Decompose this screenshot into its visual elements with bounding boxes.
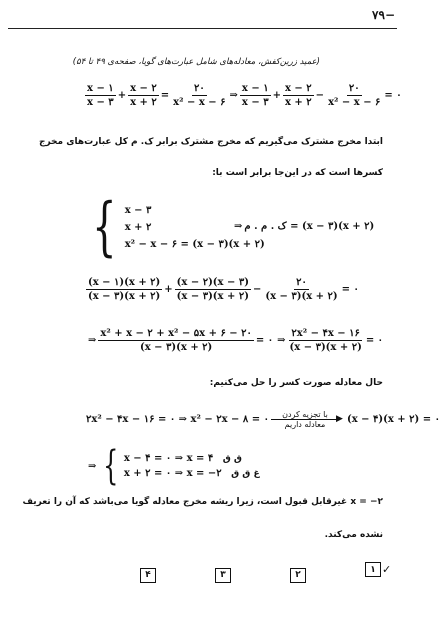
paragraph-3-line-2: نشده می‌کند. — [324, 530, 383, 540]
frac-den: (x − ۳)(x + ۲) — [88, 291, 161, 302]
left-brace: { — [92, 190, 117, 264]
paragraph-1-line-2: کسرها است که در این‌جا برابر است با: — [212, 168, 383, 178]
frac-den: x² − x − ۶ — [328, 97, 381, 108]
equation-2: $\frac{(x - ۱)(x + ۲)}{(x - ۳)(x + ۲)}$ + $\frac{(x - ۲)(x - ۳)}{(x - ۳)(x + ۲)}$ − $\frac{۲۰}{(x - ۳)(x + ۲)}$ = ۰ — [88, 277, 359, 302]
roots-system: ⇒ { x − ۴ = ۰ ⇒ x = ۴ ق ق x + ۲ = ۰ ⇒ x = −۲ غ ق ق — [88, 443, 260, 489]
frac-num: x² + x − ۲ + x² − ۵x + ۶ − ۲۰ — [100, 328, 252, 339]
frac-den: (x − ۳)(x + ۲) — [176, 291, 249, 302]
paragraph-3-line-1: ۲− = x غیرقابل قبول است، زیرا ریشه مخرج معادله گویا می‌باشد که آن را تعریف — [22, 497, 383, 507]
frac-den: x + ۲ — [284, 97, 312, 108]
option-box: ۴ — [140, 568, 156, 583]
option-2[interactable] — [290, 562, 306, 583]
frac-den: x + ۲ — [130, 97, 157, 108]
paragraph-2: حال معادله صورت کسر را حل می‌کنیم: — [209, 378, 383, 388]
option-box: ۳ — [215, 568, 231, 583]
system-line: x² − x − ۶ = (x − ۳)(x + ۲) — [124, 238, 265, 250]
equation-rhs: = ۰ — [365, 335, 384, 346]
root-note: ق ق — [222, 454, 242, 464]
option-3[interactable] — [215, 562, 231, 583]
option-1[interactable] — [365, 562, 391, 577]
equation-rhs: = ۰ — [384, 90, 402, 101]
lcm-result-text: ک . م . م = (x − ۳)(x + ۲) — [244, 221, 375, 232]
frac-den: (x − ۳)(x + ۲) — [289, 342, 362, 353]
option-4[interactable] — [140, 562, 156, 583]
source-reference: (عمید زرین‌کفش، معادله‌های شامل عبارت‌های گویا، صفحه‌ی ۴۹ تا ۵۴) — [72, 57, 320, 67]
page-number: ۷۹− — [372, 8, 395, 22]
frac-den: (x − ۳)(x + ۲) — [140, 342, 213, 353]
frac-den: x² − x − ۶ — [173, 97, 226, 108]
frac-num: x − ۲ — [130, 83, 157, 94]
frac-num: ۲۰ — [193, 83, 205, 94]
equation-4-left: ۲x² − ۴x − ۱۶ = ۰ ⇒ x² − ۲x − ۸ = ۰ — [86, 413, 269, 425]
frac-num: x − ۱ — [241, 83, 269, 94]
system-line: x − ۳ — [124, 204, 152, 216]
frac-num: x − ۱ — [87, 83, 114, 94]
check-mark-icon: ✓ — [382, 563, 392, 576]
root-line: x − ۴ = ۰ ⇒ x = ۴ — [123, 453, 214, 464]
paragraph-1-line-1: ابتدا مخرج مشترک می‌گیریم که مخرج مشترک برابر ک. م کل عبارت‌های مخرج — [38, 137, 383, 147]
lcm-result: ⇒ ک . م . م = (x − ۳)(x + ۲) — [234, 221, 375, 232]
equation-mid: = ۰ — [255, 335, 274, 346]
equation-4-right: (x − ۴)(x + ۲) = ۰ — [346, 413, 440, 425]
root-note: غ ق ق — [231, 469, 260, 479]
left-brace: { — [103, 443, 119, 489]
root-line: x + ۲ = ۰ ⇒ x = −۲ — [123, 468, 222, 479]
frac-den: x − ۳ — [87, 97, 114, 108]
arrow-line: ▶ — [271, 419, 339, 420]
equation-1: $\frac{x - ۱}{x - ۳}$ + $\frac{x - ۲}{x + ۲}$ = $\frac{۲۰}{\text{x² − x − ۶}}$ ⇒ $\frac{x - ۱}{x - ۳}$ + $\frac{x - ۲}{x + ۲}$ − $\frac{۲۰}{\text{x² − x − ۶}}$ = ۰ — [87, 83, 402, 108]
frac-num: x − ۲ — [284, 83, 312, 94]
frac-num: ۲x² − ۴x − ۱۶ — [291, 328, 360, 339]
factor-arrow — [271, 409, 343, 429]
arrow-label-above: با تجزیه کردن — [282, 409, 328, 419]
frac-num: ۲۰ — [296, 277, 307, 288]
frac-num: (x − ۲)(x − ۳) — [176, 277, 249, 288]
frac-num: ۲۰ — [348, 83, 360, 94]
system-line: x + ۲ — [124, 221, 152, 233]
frac-den: (x − ۳)(x + ۲) — [265, 291, 338, 302]
option-box: ۱ — [365, 562, 381, 577]
frac-num: (x − ۱)(x + ۲) — [88, 277, 161, 288]
equation-4 — [86, 403, 440, 435]
option-box: ۲ — [290, 568, 306, 583]
equation-rhs: = ۰ — [341, 284, 359, 295]
arrow-label-below: معادله داریم — [284, 419, 326, 429]
frac-den: x − ۳ — [241, 97, 269, 108]
header-divider — [8, 28, 397, 29]
equation-3: ⇒ $\frac{\text{x² + x − ۲ + x² − ۵x + ۶ − ۲۰}}{(x - ۳)(x + ۲)}$ = ۰ ⇒ $\frac{\text{۲x² − ۴x − ۱۶}}{(x - ۳)(x + ۲)}$ = ۰ — [88, 328, 384, 353]
